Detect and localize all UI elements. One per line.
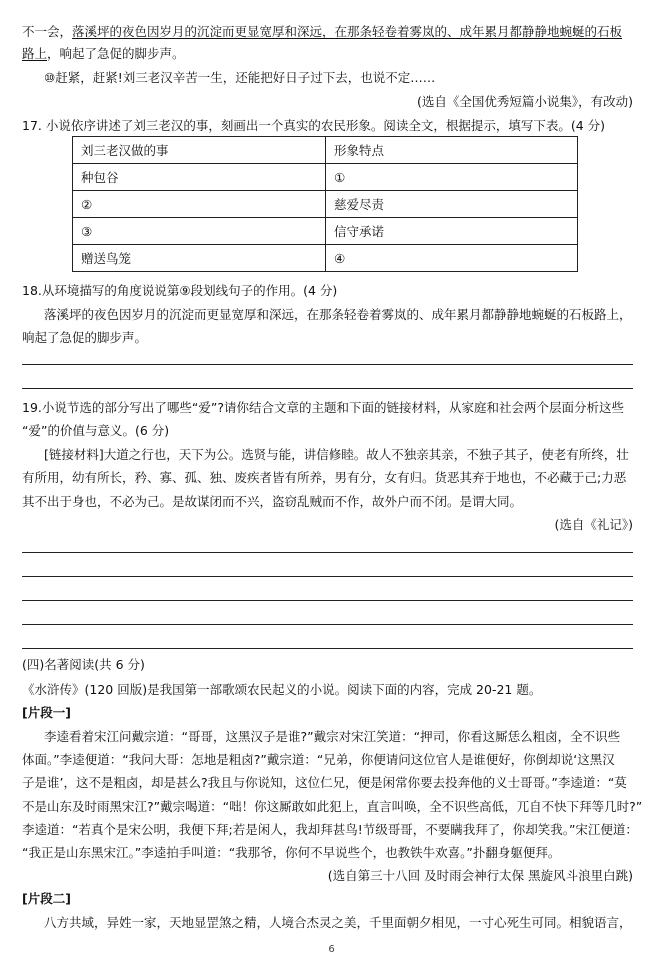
answer-line[interactable] (22, 624, 633, 625)
intro-line-1 (22, 22, 633, 41)
fragment-1-line: “我正是山东黑宋江。”李逵拍手叫道：“我那爷，你何不早说些个，也教铁牛欢喜。”扑翻身躯便拜。 (22, 845, 561, 860)
table-cell[interactable]: ④ (326, 245, 578, 272)
fragment-1-line: 子是谁’，这不是粗卤，却是甚么?我且与你说知，这位仁兄，便是闲常你要去投奔他的义士哥哥。”李逵道：“莫 (22, 775, 627, 790)
fragment-1-line: 李逵道：“若真个是宋公明，我便下拜;若是闲人，我却拜甚鸟!节级哥哥，不要瞒我拜了，你却笑我。”宋江便道： (22, 822, 638, 837)
intro-line-2-tail: ，响起了急促的脚步声。 (47, 46, 185, 61)
page-number: 6 (328, 944, 335, 955)
fragment-1-line: 不是山东及时雨黑宋江?”戴宗喝道：“咄！你这厮敢如此犯上，直言叫唤，全不识些高低，兀自不快下拜等几时?” (22, 799, 643, 814)
table-row (73, 245, 578, 272)
table-cell: 信守承诺 (326, 218, 578, 245)
answer-line[interactable] (22, 364, 633, 365)
answer-line[interactable] (22, 600, 633, 601)
link-material-source: (选自《礼记》) (554, 517, 633, 532)
table-cell[interactable]: ② (73, 191, 326, 218)
table-cell[interactable]: ① (326, 164, 578, 191)
table-header-cell: 形象特点 (326, 137, 578, 164)
story-source: (选自《全国优秀短篇小说集》，有改动) (416, 94, 633, 109)
table-row (73, 218, 578, 245)
question-18-prompt: 18.从环境描写的角度说说第⑨段划线句子的作用。(4 分) (22, 283, 338, 298)
table-row (73, 191, 578, 218)
fragment-2-title: [片段二] (22, 891, 71, 906)
table-row (73, 164, 578, 191)
section-4-intro: 《水浒传》(120 回版)是我国第一部歌颂农民起义的小说。阅读下面的内容，完成 20-21 题。 (22, 682, 542, 697)
fragment-1-line: 体面。”李逵便道：“我问大哥：怎地是粗卤?”戴宗道：“兄弟，你便请问这位官人是谁便好，你倒却说‘这黑汉 (22, 752, 615, 767)
answer-line[interactable] (22, 648, 633, 649)
question-18-quote-line-2: 响起了急促的脚步声。 (22, 330, 148, 345)
question-17-prompt: 17. 小说依序讲述了刘三老汉的事，刻画出一个真实的农民形象。阅读全文，根据提示，填写下表。(4 分) (22, 118, 606, 133)
question-19-prompt-line-2: “爱”的价值与意义。(6 分) (22, 423, 170, 438)
underlined-sentence-part-1: 落溪坪的夜色因岁月的沉淀而更显宽厚和深远，在那条轻卷着雾岚的、成年累月都静静地蜿蜒的石板 (72, 24, 623, 39)
link-material-line-3: 其不出于身也，不必为己。是故谋闭而不兴，盗窃乱贼而不作，故外户而不闭。是谓大同。 (22, 494, 523, 509)
question-19-prompt-line-1: 19.小说节选的部分写出了哪些“爱”?请你结合文章的主题和下面的链接材料，从家庭和社会两个层面分析这些 (22, 400, 624, 415)
question-18-quote-line-1: 落溪坪的夜色因岁月的沉淀而更显宽厚和深远，在那条轻卷着雾岚的、成年累月都静静地蜿蜒的石板路上， (44, 307, 632, 322)
section-4-heading: (四)名著阅读(共 6 分) (22, 657, 145, 672)
fragment-1-line: 李逵看着宋江问戴宗道：“哥哥，这黑汉子是谁?”戴宗对宋江笑道：“押司，你看这厮恁么粗卤，全不识些 (44, 729, 621, 744)
paragraph-10: ⑩赶紧，赶紧!刘三老汉辛苦一生，还能把好日子过下去，也说不定…… (44, 70, 436, 85)
table-cell: 赠送鸟笼 (73, 245, 326, 272)
table-header-row (73, 137, 578, 164)
link-material-line-2: 有所用，幼有所长，矜、寡、孤、独、废疾者皆有所养，男有分，女有归。货恶其弃于地也，不必藏于己;力恶 (22, 470, 627, 485)
table-header-cell: 刘三老汉做的事 (73, 137, 326, 164)
answer-line[interactable] (22, 552, 633, 553)
answer-line[interactable] (22, 388, 633, 389)
fragment-2-line: 八方共域，异姓一家，天地显罡煞之精，人境合杰灵之美，千里面朝夕相见，一寸心死生可同。相貌语言， (44, 915, 632, 930)
intro-line-1-lead: 不一会， (22, 24, 73, 39)
question-17-table (72, 136, 578, 272)
intro-line-2 (22, 44, 633, 63)
fragment-1-source: (选自第三十八回 及时雨会神行太保 黑旋风斗浪里白跳) (327, 868, 633, 883)
fragment-1-title: [片段一] (22, 705, 71, 720)
link-material-line-1: [链接材料]大道之行也，天下为公。选贤与能，讲信修睦。故人不独亲其亲，不独子其子，使老有所终，壮 (44, 447, 629, 462)
table-cell: 种包谷 (73, 164, 326, 191)
table-cell: 慈爱尽责 (326, 191, 578, 218)
answer-line[interactable] (22, 576, 633, 577)
underlined-sentence-part-2: 路上 (22, 46, 48, 61)
table-cell[interactable]: ③ (73, 218, 326, 245)
